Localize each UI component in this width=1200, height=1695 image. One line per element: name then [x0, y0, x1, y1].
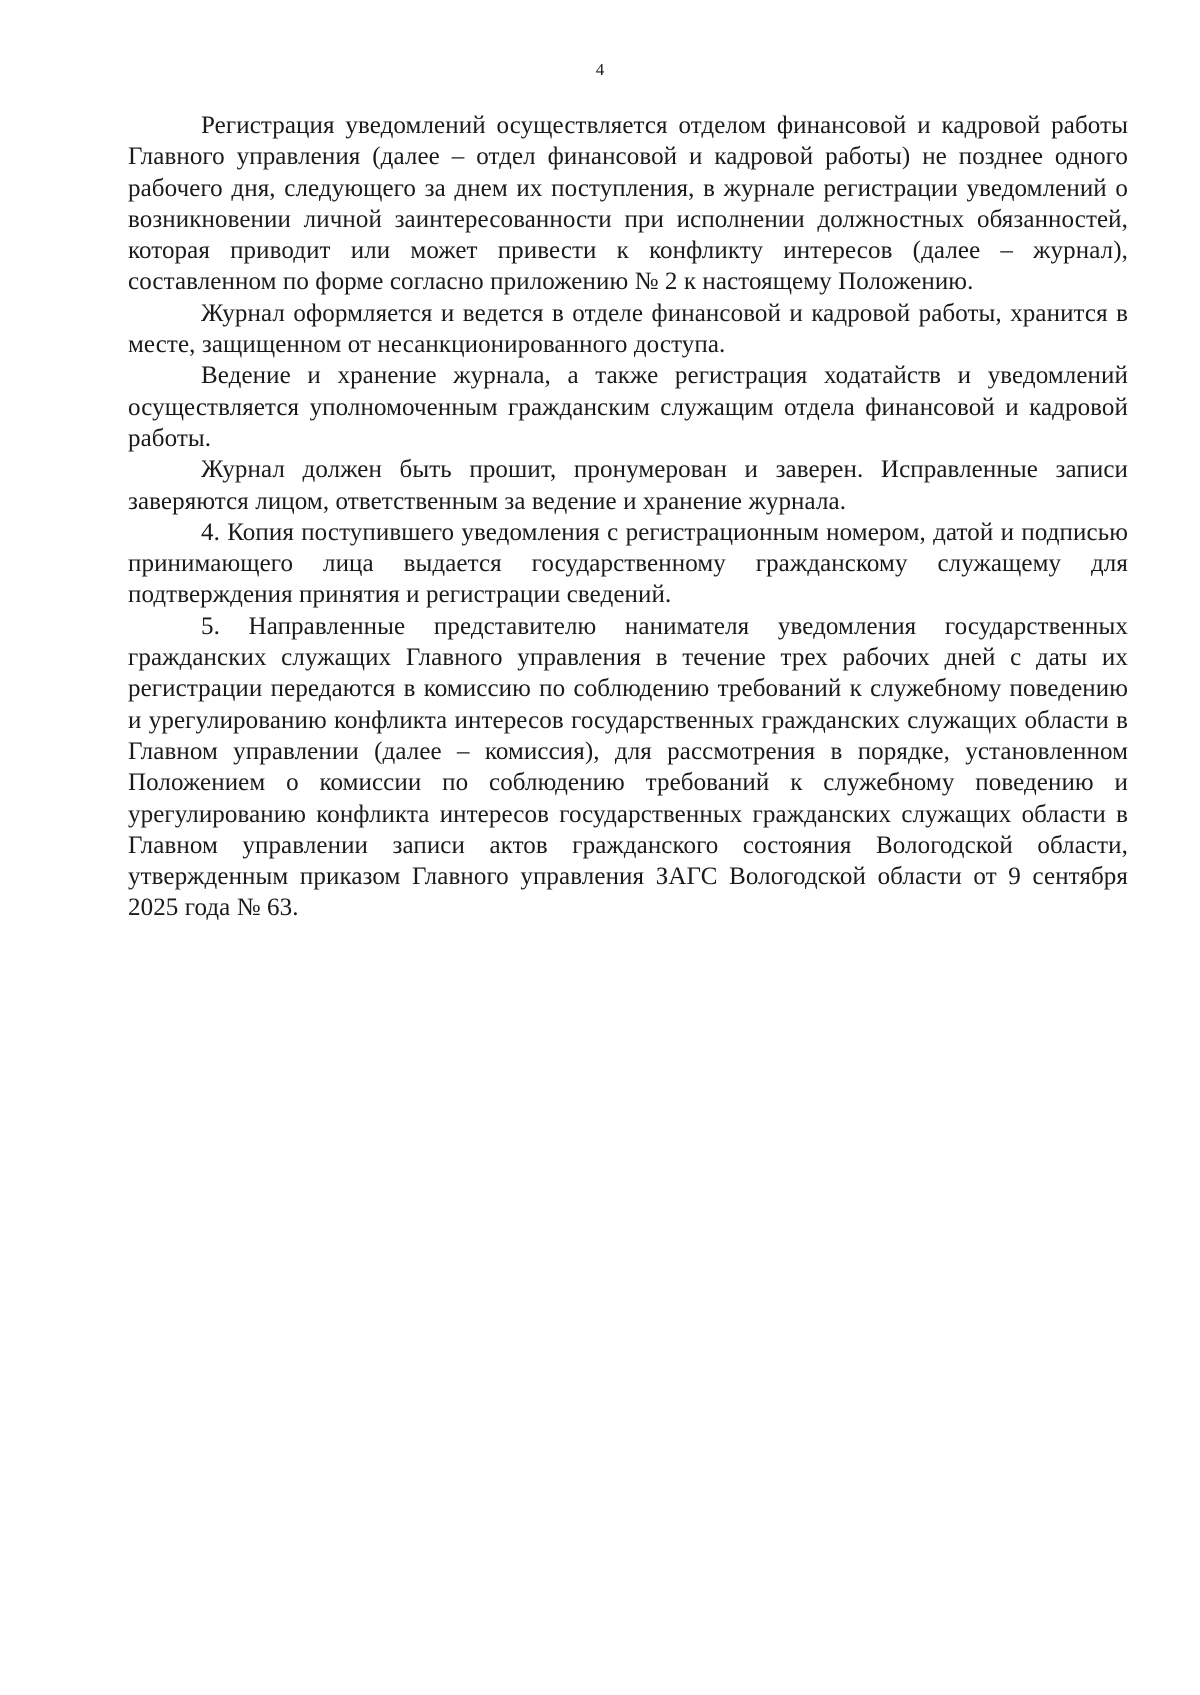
- paragraph-registration: Регистрация уведомлений осуществляется отделом финансовой и кадровой работы Главного управления (далее – отдел финансовой и кадровой работы) не позднее одного рабочего дня, следующего за днем их поступления, в журнале регистрации уведомлений о возникновении личной заинтересованности при исполнении должностных обязанностей, которая приводит или может привести к конфликту интересов (далее – журнал), составленном по форме согласно приложению № 2 к настоящему Положению.: [128, 112, 1128, 296]
- document-body: [128, 110, 1128, 924]
- paragraph-journal-keeping: Ведение и хранение журнала, а также регистрация ходатайств и уведомлений осуществляется уполномоченным гражданским служащим отдела финансовой и кадровой работы.: [128, 362, 1128, 452]
- paragraph-journal-storage: Журнал оформляется и ведется в отделе финансовой и кадровой работы, хранится в месте, защищенном от несанкционированного доступа.: [128, 299, 1128, 359]
- paragraph-item-4: 4. Копия поступившего уведомления с регистрационным номером, датой и подписью принимающего лица выдается государственному гражданскому служащему для подтверждения принятия и регистрации сведений.: [128, 518, 1128, 609]
- page-number: 4: [595, 60, 605, 79]
- paragraph-item-5: 5. Направленные представителю нанимателя уведомления государственных гражданских служащих Главного управления в течение трех рабочих дней с даты их регистрации передаются в комиссию по соблюдению требований к служебному поведению и урегулированию конфликта интересов государственных гражданских служащих области в Главном управлении (далее – комиссия), для рассмотрения в порядке, установленном Положением о комиссии по соблюдению требований к служебному поведению и урегулированию конфликта интересов государственных гражданских служащих области в Главном управлении записи актов гражданского состояния Вологодской области, утвержденным приказом Главного управления ЗАГС Вологодской области от 9 сентября 2025 года № 63.: [128, 612, 1128, 922]
- paragraph-journal-binding: Журнал должен быть прошит, пронумерован и заверен. Исправленные записи заверяются лицом, ответственным за ведение и хранение журнала.: [128, 456, 1128, 515]
